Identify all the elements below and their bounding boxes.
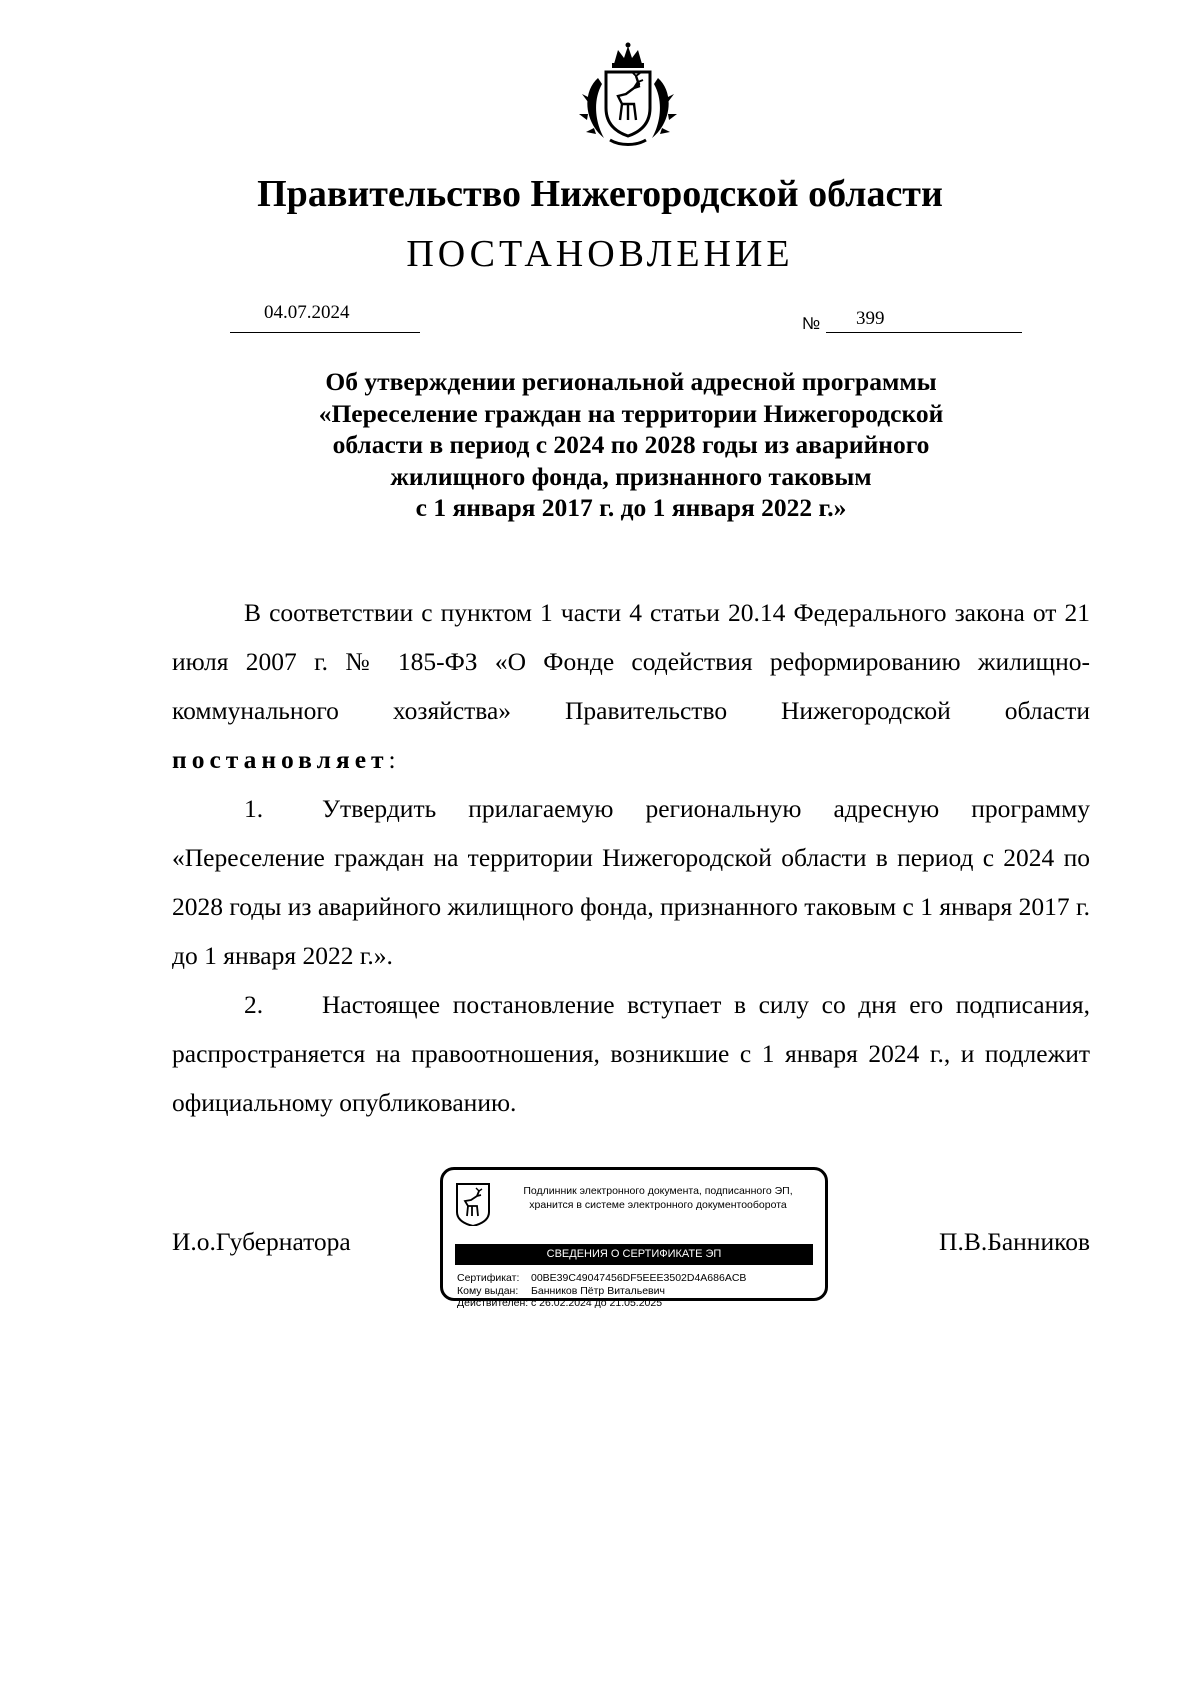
issued-row [457, 1285, 746, 1298]
deer-emblem-icon [455, 1182, 491, 1226]
date-field [230, 302, 420, 333]
item-paragraph-2 [172, 980, 1090, 1127]
decree-word: постановляет [172, 745, 389, 774]
title-line: жилищного фонда, признанного таковым [390, 461, 872, 491]
title-line: Об утверждении региональной адресной программы [325, 367, 937, 396]
certificate-bar: СВЕДЕНИЯ О СЕРТИФИКАТЕ ЭП [455, 1244, 813, 1265]
title-line: области в период с 2024 по 2028 годы из аварийного [332, 430, 930, 459]
certificate-details [457, 1272, 746, 1310]
item-paragraph-1 [172, 784, 1090, 980]
item-number: 2. [244, 990, 264, 1019]
signatory-position: И.о.Губернатора [172, 1227, 351, 1256]
cert-value: 00BE39C49047456DF5EEE3502D4A686ACB [531, 1272, 747, 1284]
document-title [160, 366, 1102, 524]
certificate-row [457, 1272, 746, 1285]
document-body [172, 588, 1090, 1127]
number-sign: № [802, 314, 821, 333]
preamble-paragraph [172, 588, 1090, 784]
stamp-header-line: хранится в системе электронного документооборота [529, 1199, 787, 1211]
coat-of-arms-icon [574, 42, 682, 150]
document-number: 399 [856, 308, 885, 329]
stamp-header-line: Подлинник электронного документа, подписанного ЭП, [523, 1185, 793, 1197]
electronic-signature-stamp [440, 1167, 828, 1309]
item-number: 1. [244, 794, 264, 823]
signatory-name: П.В.Банников [939, 1227, 1090, 1256]
item-text: Настоящее постановление вступает в силу со дня его подписания, распространяется на правоотношения, возникшие с 1 января 2024 г., и подлежит официальному опубликованию. [172, 990, 1090, 1117]
preamble-text: В соответствии с пунктом 1 части 4 статьи 20.14 Федерального закона от 21 июля 2007 г. № 185-ФЗ «О Фонде содействия реформированию жилищно-коммунального хозяйства» Правительство Нижегородской области [172, 598, 1090, 725]
valid-value: с 26.02.2024 до 21.05.2025 [531, 1297, 663, 1309]
issued-label: Кому выдан: [457, 1284, 519, 1297]
number-field [826, 306, 1022, 333]
government-name: Правительство Нижегородской области [257, 173, 943, 215]
item-text: Утвердить прилагаемую региональную адресную программу «Переселение граждан на территории Нижегородской области в период с 2024 по 2028 годы из аварийного жилищного фонда, признанного таковым с 1 января 2017 г. до 1 января 2022 г.». [172, 794, 1090, 970]
stamp-header [501, 1184, 815, 1212]
cert-label: Сертификат: [457, 1272, 520, 1284]
valid-label: Действителен: [457, 1297, 529, 1309]
decree-suffix: : [388, 745, 396, 774]
title-line: «Переселение граждан на территории Нижегородской [318, 398, 944, 428]
valid-row [457, 1297, 746, 1310]
document-type: ПОСТАНОВЛЕНИЕ [406, 233, 794, 275]
document-date: 04.07.2024 [264, 302, 350, 323]
issued-value: Банников Пётр Витальевич [531, 1284, 665, 1297]
title-line: с 1 января 2017 г. до 1 января 2022 г.» [415, 493, 847, 522]
